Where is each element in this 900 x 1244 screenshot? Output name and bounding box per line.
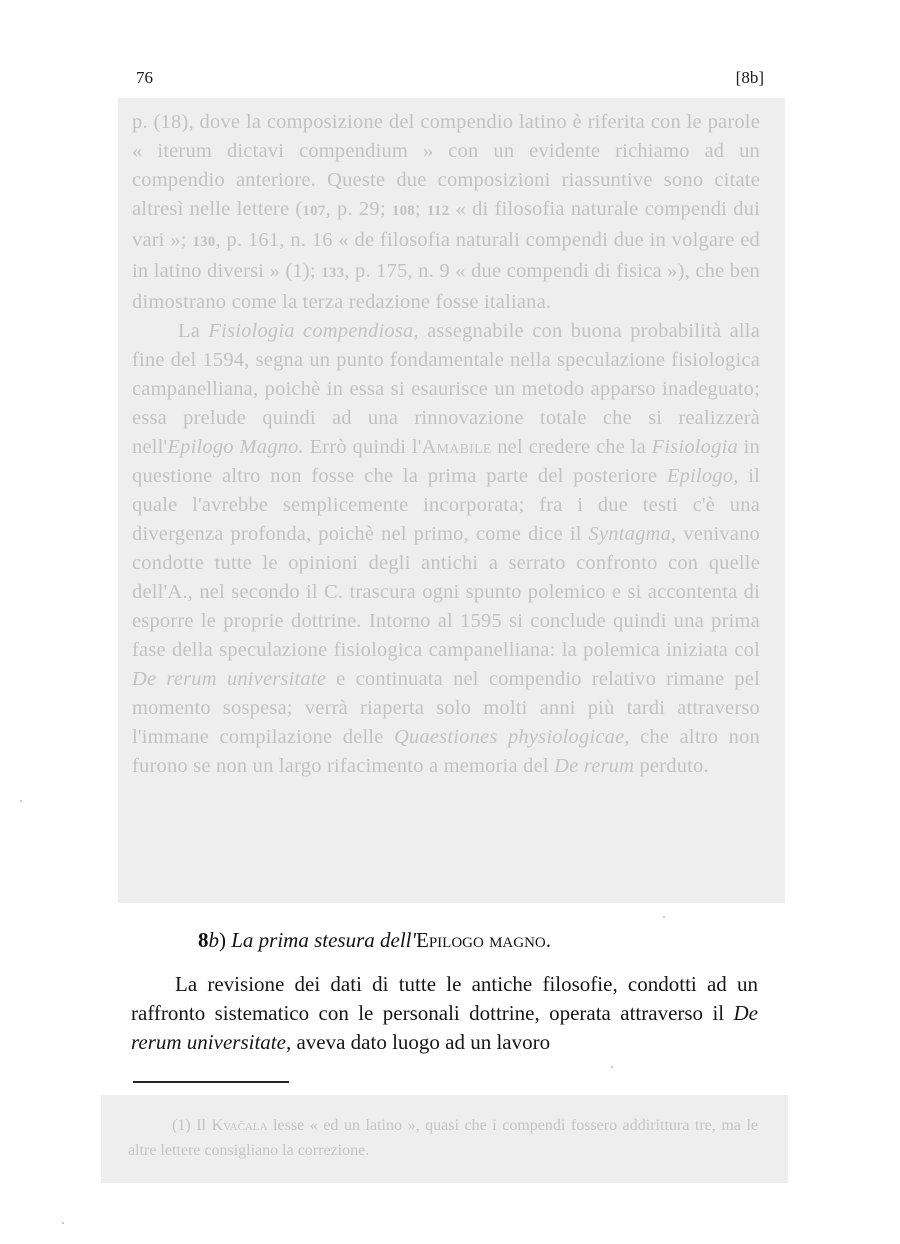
body-paragraph: La revisione dei dati di tutte le antiche filosofie, condotti ad un raffronto sistematico con le personali dottrine, operata attraverso il De rerum universitate, aveva dato luogo ad un lavoro bbox=[131, 972, 758, 1054]
faded-paragraph-2: La Fisiologia compendiosa, assegnabile con buona probabilità alla fine del 1594, segna un punto fondamentale nella speculazione fisiologica campanelliana, poichè in essa si esaurisce un metodo apparso inadeguato; essa prelude quindi ad una rinnovazione totale che si realizzerà nell'Epilogo Magno. Errò quindi l'Amabile nel credere che la Fisiologia in questione altro non fosse che la prima parte del posteriore Epilogo, il quale l'avrebbe semplicemente incorporata; fra i due testi c'è una divergenza profonda, poichè nel primo, come dice il Syntagma, venivano condotte tutte le opinioni degli antichi a serrato confronto con quelle dell'A., nel secondo il C. trascura ogni spunto polemico e si accontenta di esporre le proprie dottrine. Intorno al 1595 si conclude quindi una prima fase della speculazione fisiologica campanelliana: la polemica iniziata col De rerum universitate e continuata nel compendio relativo rimane pel momento sospesa; verrà riaperta solo molti anni più tardi attraverso l'immane compilazione delle Quaestiones physiologicae, che altro non furono se non un largo rifacimento a memoria del De rerum perduto. bbox=[132, 320, 760, 777]
footnote-rule bbox=[133, 1081, 289, 1083]
faded-paragraph-1: p. (18), dove la composizione del compendio latino è riferita con le parole « iterum dictavi compendium » con un evidente richiamo ad un compendio anteriore. Queste due composizioni riassuntive sono citate altresì nelle lettere (107, p. 29; 108; 112 « di filosofia naturale compendi dui vari »; 130, p. 161, n. 16 « de filosofia naturali compendi due in volgare ed in latino diversi » (1); 133, p. 175, n. 9 « due compendi di fisica »), che ben dimostrano come la terza redazione fosse italiana. bbox=[132, 111, 760, 313]
section-reference: [8b] bbox=[735, 68, 764, 87]
section-heading: 8b) La prima stesura dell'Epilogo magno. bbox=[198, 928, 552, 952]
scan-speck bbox=[611, 1066, 613, 1068]
scan-speck bbox=[62, 1222, 64, 1224]
scan-speck bbox=[663, 916, 665, 918]
footnote-text bbox=[128, 1113, 758, 1163]
faded-text-block bbox=[132, 108, 760, 781]
footnote-paragraph: (1) Il Kvačala lesse « ed un latino », quasi che i compendi fossero addirittura tre, ma le altre lettere consigliano la correzione. bbox=[128, 1117, 758, 1159]
scan-speck bbox=[20, 800, 22, 802]
body-text bbox=[131, 970, 758, 1057]
page-number: 76 bbox=[136, 68, 153, 87]
